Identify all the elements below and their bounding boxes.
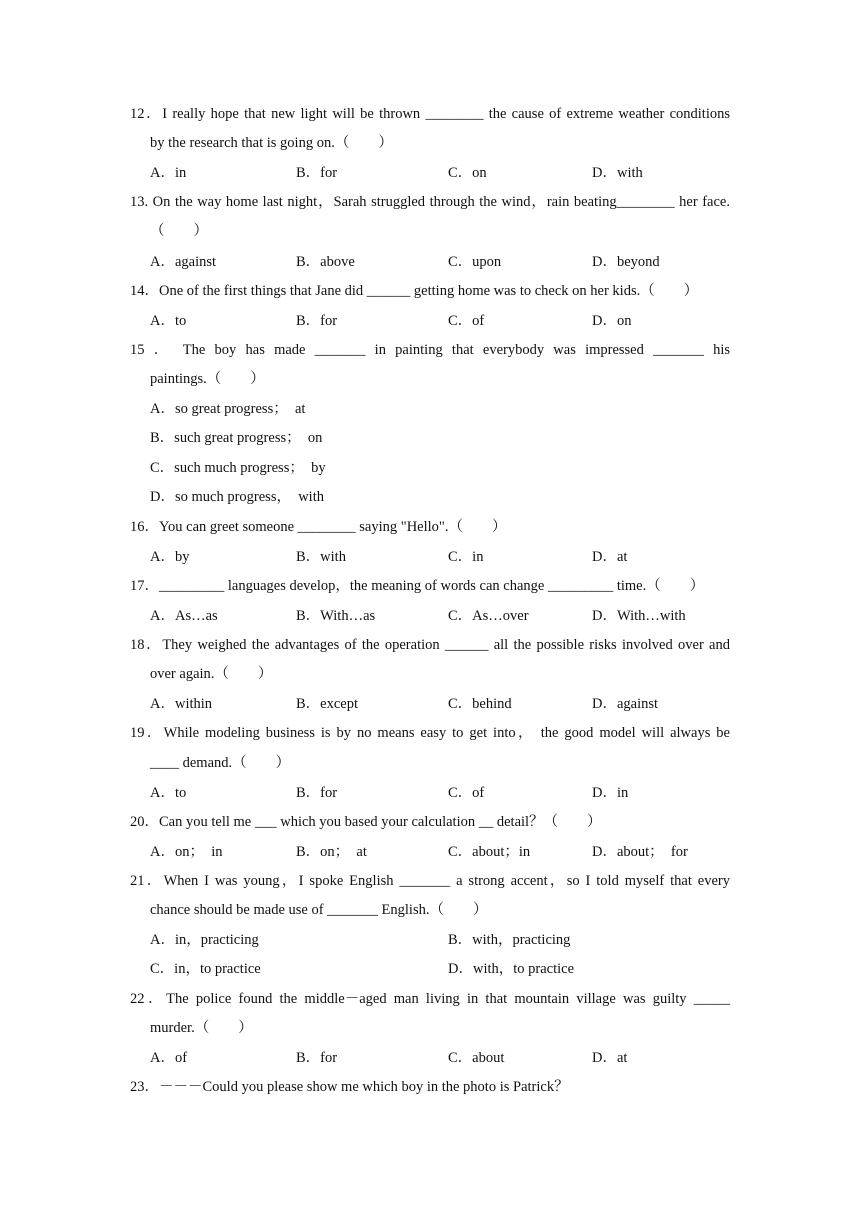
question-18-option-d: D．against [592, 696, 659, 712]
question-22-line-2: murder.（ ） [150, 1020, 253, 1036]
question-19-line-2: ____ demand.（ ） [150, 755, 291, 771]
question-14-option-d: D．on [592, 313, 632, 329]
question-18-option-b: B．except [296, 696, 359, 712]
question-21-line-1: 21．When I was young，I spoke English _______ a strong accent，so I told myself that every [130, 873, 730, 889]
question-20-option-c: C．about；in [448, 844, 531, 860]
question-15-option-b: B．such great progress； on [150, 430, 323, 446]
question-18-option-a: A．within [150, 696, 213, 712]
question-13-option-b: B．above [296, 254, 355, 270]
question-17-option-c: C．As…over [448, 608, 529, 624]
question-17-option-a: A．As…as [150, 608, 218, 624]
question-20-option-d: D．about； for [592, 844, 688, 860]
question-13-option-c: C．upon [448, 254, 502, 270]
question-21-option-b: B．with，practicing [448, 932, 571, 948]
question-13-line-2: （ ） [150, 223, 208, 239]
question-16-option-b: B．with [296, 549, 346, 565]
question-22-option-b: B．for [296, 1050, 338, 1066]
question-22-option-a: A．of [150, 1050, 188, 1066]
question-22-option-c: C．about [448, 1050, 505, 1066]
question-19-option-c: C．of [448, 785, 485, 801]
question-19-option-a: A．to [150, 785, 187, 801]
question-17-line-1: 17．_________ languages develop，the meaning of words can change _________ time.（ ） [130, 578, 705, 594]
question-17-option-d: D．With…with [592, 608, 686, 624]
question-18-line-2: over again.（ ） [150, 666, 273, 682]
question-18-option-c: C．behind [448, 696, 512, 712]
question-15-option-d: D．so much progress， with [150, 489, 324, 505]
question-19-line-1: 19．While modeling business is by no means easy to get into， the good model will always be [130, 725, 730, 741]
question-12-option-b: B．for [296, 165, 338, 181]
question-12-option-a: A．in [150, 165, 187, 181]
question-14-line-1: 14．One of the first things that Jane did ______ getting home was to check on her kids.（ ） [130, 283, 699, 299]
question-13-option-d: D．beyond [592, 254, 660, 270]
question-16-option-a: A．by [150, 549, 190, 565]
question-16-line-1: 16．You can greet someone ________ saying "Hello".（ ） [130, 519, 507, 535]
question-21-option-c: C．in，to practice [150, 961, 261, 977]
question-14-option-a: A．to [150, 313, 187, 329]
question-14-option-b: B．for [296, 313, 338, 329]
question-15-option-c: C．such much progress； by [150, 460, 326, 476]
question-22-line-1: 22．The police found the middle－aged man living in that mountain village was guilty _____ [130, 991, 730, 1007]
question-23-line-1: 23．－－－Could you please show me which boy in the photo is Patrick？ [130, 1079, 569, 1095]
question-13-line-1: 13. On the way home last night，Sarah struggled through the wind，rain beating________ her face. [130, 194, 730, 210]
question-20-option-b: B．on； at [296, 844, 367, 860]
question-22-option-d: D．at [592, 1050, 628, 1066]
question-14-option-c: C．of [448, 313, 485, 329]
question-12-option-d: D．with [592, 165, 643, 181]
question-21-option-d: D．with，to practice [448, 961, 575, 977]
question-12-line-2: by the research that is going on.（ ） [150, 135, 393, 151]
question-19-option-d: D．in [592, 785, 629, 801]
question-16-option-d: D．at [592, 549, 628, 565]
question-16-option-c: C．in [448, 549, 484, 565]
question-20-option-a: A．on； in [150, 844, 223, 860]
question-12-line-1: 12．I really hope that new light will be thrown ________ the cause of extreme weather conditions [130, 106, 730, 122]
question-19-option-b: B．for [296, 785, 338, 801]
question-17-option-b: B．With…as [296, 608, 376, 624]
question-12-option-c: C．on [448, 165, 487, 181]
question-15-option-a: A．so great progress； at [150, 401, 306, 417]
question-21-line-2: chance should be made use of _______ English.（ ） [150, 902, 488, 918]
question-15-line-1: 15 ． The boy has made _______ in painting that everybody was impressed _______ his [130, 342, 730, 358]
question-18-line-1: 18．They weighed the advantages of the operation ______ all the possible risks involved over and [130, 637, 730, 653]
question-15-line-2: paintings.（ ） [150, 371, 265, 387]
question-13-option-a: A．against [150, 254, 217, 270]
question-20-line-1: 20．Can you tell me ___ which you based your calculation __ detail？（ ） [130, 814, 602, 830]
question-21-option-a: A．in，practicing [150, 932, 259, 948]
